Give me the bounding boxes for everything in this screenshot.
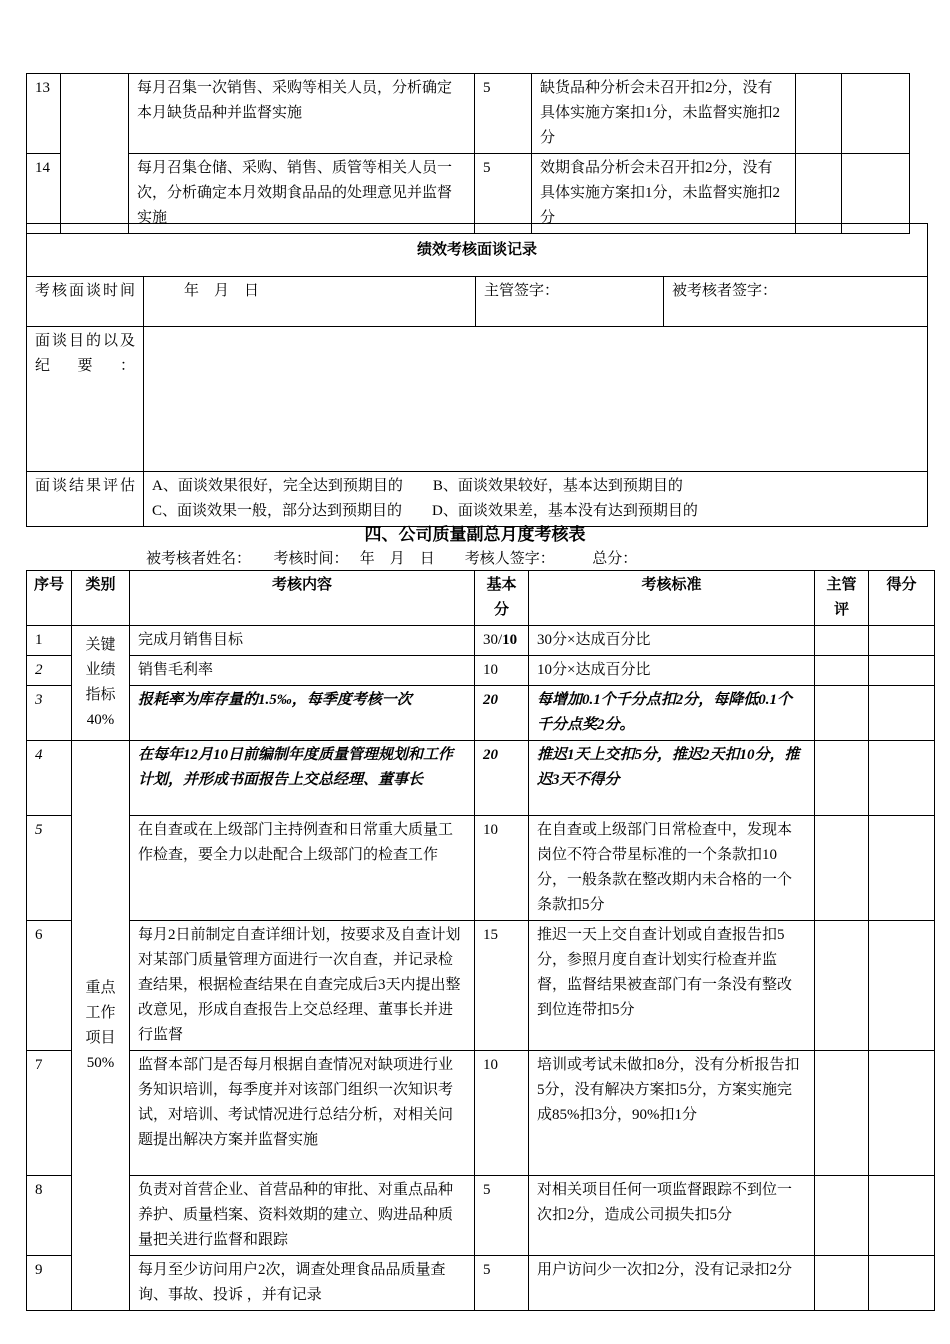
supervisor-cell	[815, 656, 869, 686]
header-result: 得分	[869, 571, 935, 626]
row-score	[475, 626, 529, 656]
result-cell	[869, 626, 935, 656]
table-row	[27, 921, 935, 1051]
row-score: 20	[475, 686, 529, 741]
row-content: 销售毛利率	[130, 656, 475, 686]
row-content: 每月至少访问用户2次，调查处理食品品质量查询、事故、投诉 ，并有记录	[130, 1256, 475, 1311]
result-options-line1: A、面谈效果很好，完全达到预期目的 B、面谈效果较好，基本达到预期目的	[152, 478, 683, 494]
row-no: 5	[27, 816, 72, 921]
interview-result-options	[144, 472, 928, 527]
header-no: 序号	[27, 571, 72, 626]
supervisor-cell	[815, 686, 869, 741]
row-no: 14	[27, 154, 61, 234]
table-row	[27, 74, 910, 154]
result-options-line2: C、面谈效果一般，部分达到预期目的 D、面谈效果差，基本没有达到预期目的	[152, 503, 698, 519]
interview-purpose-content	[144, 327, 928, 472]
result-cell	[869, 816, 935, 921]
row-score: 5	[475, 154, 532, 234]
category-cell	[61, 74, 129, 234]
table-row	[27, 626, 935, 656]
row-score: 10	[475, 656, 529, 686]
result-cell	[869, 1176, 935, 1256]
row-score: 20	[475, 741, 529, 816]
row-standard: 在自查或上级部门日常检查中，发现本岗位不符合带星标准的一个条款扣10分，一般条款在整改期内未合格的一个条款扣5分	[529, 816, 815, 921]
interview-purpose-label: 面谈目的以及纪要：	[27, 327, 144, 472]
row-score: 10	[475, 816, 529, 921]
interview-table	[26, 223, 928, 527]
interview-result-label: 面谈结果评估	[27, 472, 144, 527]
interview-date: 年 月 日	[144, 277, 476, 327]
supervisor-cell	[815, 921, 869, 1051]
row-no: 8	[27, 1176, 72, 1256]
header-content: 考核内容	[130, 571, 475, 626]
score-part-b: 10	[502, 632, 518, 648]
header-supervisor: 主管评	[815, 571, 869, 626]
header-standard: 考核标准	[529, 571, 815, 626]
result-cell	[869, 1256, 935, 1311]
result-cell	[869, 921, 935, 1051]
row-score: 5	[475, 1176, 529, 1256]
row-standard: 效期食品分析会未召开扣2分，没有具体实施方案扣1分，未监督实施扣2分	[532, 154, 796, 234]
row-content: 每月召集一次销售、采购等相关人员，分析确定本月缺货品种并监督实施	[129, 74, 475, 154]
row-content: 负责对首营企业、首营品种的审批、对重点品种养护、质量档案、资料效期的建立、购进品种质量把关进行监督和跟踪	[130, 1176, 475, 1256]
top-table	[26, 73, 910, 234]
row-no: 4	[27, 741, 72, 816]
result-cell	[869, 741, 935, 816]
result-cell	[869, 1051, 935, 1176]
row-standard: 对相关项目任何一项监督跟踪不到位一次扣2分，造成公司损失扣5分	[529, 1176, 815, 1256]
table-row	[27, 1051, 935, 1176]
supervisor-cell	[815, 741, 869, 816]
interview-time-label: 考核面谈时间	[27, 277, 144, 327]
row-no: 2	[27, 656, 72, 686]
interview-title: 绩效考核面谈记录	[27, 224, 928, 277]
result-cell	[869, 686, 935, 741]
result-cell	[869, 656, 935, 686]
table-row	[27, 656, 935, 686]
supervisor-cell	[815, 1051, 869, 1176]
row-no: 9	[27, 1256, 72, 1311]
table-row	[27, 686, 935, 741]
table-row	[27, 1256, 935, 1311]
supervisor-cell	[815, 626, 869, 656]
table-row	[27, 741, 935, 816]
row-standard: 推迟一天上交自查计划或自查报告扣5分，参照月度自查计划实行检查并监督，监督结果被查部门有一条没有整改到位连带扣5分	[529, 921, 815, 1051]
row-score: 10	[475, 1051, 529, 1176]
row-standard: 培训或考试未做扣8分，没有分析报告扣5分，没有解决方案扣5分，方案实施完成85%扣3分，90%扣1分	[529, 1051, 815, 1176]
section-meta: 被考核者姓名： 考核时间： 年 月 日 考核人签字： 总分：	[146, 551, 638, 567]
supervisor-cell	[815, 816, 869, 921]
header-category: 类别	[72, 571, 130, 626]
row-no: 7	[27, 1051, 72, 1176]
row-standard: 30分×达成百分比	[529, 626, 815, 656]
table-row	[27, 1176, 935, 1256]
section-title: 四、公司质量副总月度考核表	[364, 525, 586, 544]
row-content: 在每年12月10日前编制年度质量管理规划和工作计划，并形成书面报告上交总经理、董事长	[130, 741, 475, 816]
row-score: 5	[475, 74, 532, 154]
supervisor-cell	[796, 154, 842, 234]
row-content: 监督本部门是否每月根据自查情况对缺项进行业务知识培训，每季度并对该部门组织一次知识考试，对培训、考试情况进行总结分析，对相关问题提出解决方案并监督实施	[130, 1051, 475, 1176]
result-cell	[842, 154, 910, 234]
assessee-signature: 被考核者签字：	[664, 277, 928, 327]
row-content: 每月2日前制定自查详细计划，按要求及自查计划对某部门质量管理方面进行一次自查，并记录检查结果，根据检查结果在自查完成后3天内提出整改意见，形成自查报告上交总经理、董事长并进行监督	[130, 921, 475, 1051]
result-cell	[842, 74, 910, 154]
score-part-a: 30/	[483, 632, 503, 648]
table-row	[27, 154, 910, 234]
row-standard: 推迟1天上交扣5分，推迟2天扣10分，推迟3天不得分	[529, 741, 815, 816]
row-standard: 每增加0.1个千分点扣2分，每降低0.1个千分点奖2分。	[529, 686, 815, 741]
supervisor-cell	[796, 74, 842, 154]
row-no: 3	[27, 686, 72, 741]
row-content: 每月召集仓储、采购、销售、质管等相关人员一次，分析确定本月效期食品品的处理意见并监督实施	[129, 154, 475, 234]
row-content: 报耗率为库存量的1.5‰，每季度考核一次	[130, 686, 475, 741]
row-content: 在自查或在上级部门主持例查和日常重大质量工作检查，要全力以赴配合上级部门的检查工作	[130, 816, 475, 921]
row-no: 1	[27, 626, 72, 656]
supervisor-cell	[815, 1176, 869, 1256]
row-standard: 缺货品种分析会未召开扣2分，没有具体实施方案扣1分，未监督实施扣2分	[532, 74, 796, 154]
row-score: 5	[475, 1256, 529, 1311]
row-score: 15	[475, 921, 529, 1051]
supervisor-signature: 主管签字：	[476, 277, 664, 327]
category-kpi: 关键业绩指标40%	[72, 626, 130, 741]
row-standard: 10分×达成百分比	[529, 656, 815, 686]
supervisor-cell	[815, 1256, 869, 1311]
header-row	[27, 571, 935, 626]
row-standard: 用户访问少一次扣2分，没有记录扣2分	[529, 1256, 815, 1311]
header-score: 基本分	[475, 571, 529, 626]
row-content: 完成月销售目标	[130, 626, 475, 656]
row-no: 13	[27, 74, 61, 154]
table-row	[27, 816, 935, 921]
row-no: 6	[27, 921, 72, 1051]
assessment-table	[26, 570, 935, 1311]
category-key-work: 重点工作项目50%	[72, 741, 130, 1311]
